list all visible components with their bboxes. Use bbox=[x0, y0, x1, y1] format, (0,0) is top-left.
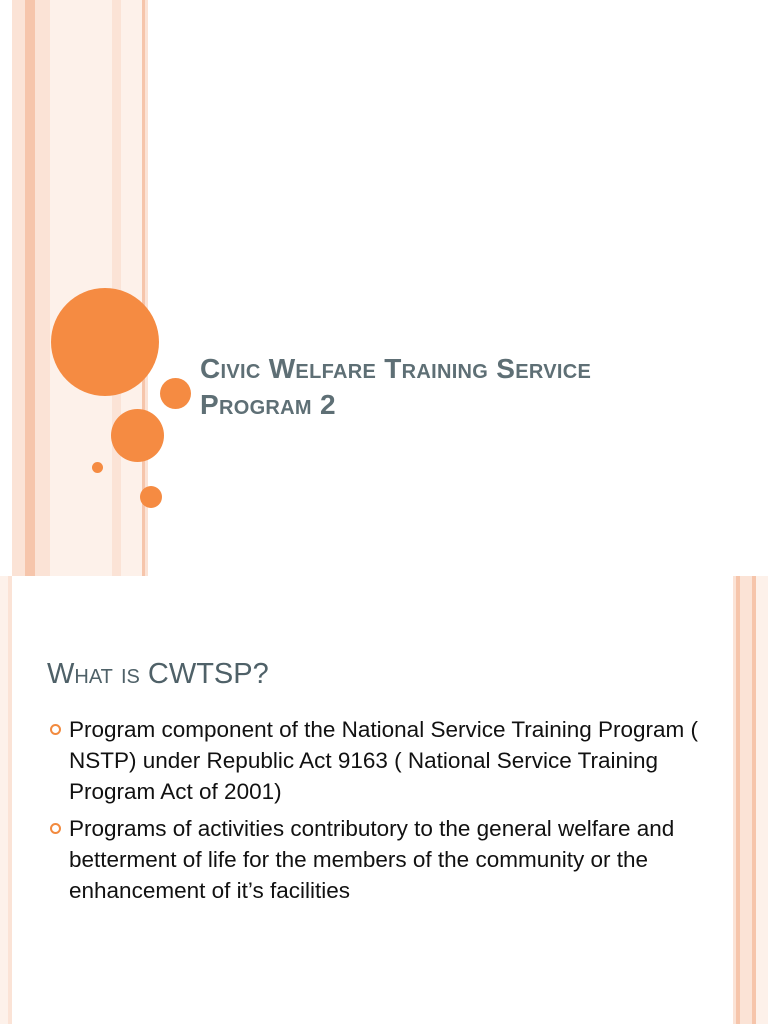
slide-title-line: Program 2 bbox=[200, 389, 336, 421]
bullet-text: Programs of activities contributory to the general welfare and betterment of life for the members of the community or the enhancement of it’s facilities bbox=[69, 816, 675, 903]
decor-circle-small bbox=[140, 486, 162, 508]
bullet-item bbox=[48, 714, 718, 807]
decor-circle-tiny bbox=[92, 462, 103, 473]
decor-stripe bbox=[35, 0, 50, 576]
slide-title bbox=[200, 351, 720, 423]
bullet-text: Program component of the National Service Training Program ( NSTP) under Republic Act 9163 ( National Service Training Program Act of 2001) bbox=[69, 717, 699, 804]
decor-circle-small bbox=[160, 378, 191, 409]
decor-stripe bbox=[8, 576, 12, 1024]
slide-title-line: Civic Welfare Training Service bbox=[200, 353, 592, 385]
circle-bullet-icon bbox=[50, 823, 61, 834]
bullet-item bbox=[48, 813, 718, 906]
circle-bullet-icon bbox=[50, 724, 61, 735]
decor-circle-large bbox=[51, 288, 159, 396]
decor-stripe bbox=[121, 0, 142, 576]
slide-heading: What is CWTSP? bbox=[47, 658, 269, 690]
decor-stripe bbox=[25, 0, 35, 576]
decor-stripe bbox=[756, 576, 768, 1024]
bullet-list bbox=[48, 714, 718, 912]
decor-stripe bbox=[740, 576, 752, 1024]
decor-stripe bbox=[0, 576, 8, 1024]
decor-circle-medium bbox=[111, 409, 164, 462]
decor-stripe bbox=[12, 0, 25, 576]
